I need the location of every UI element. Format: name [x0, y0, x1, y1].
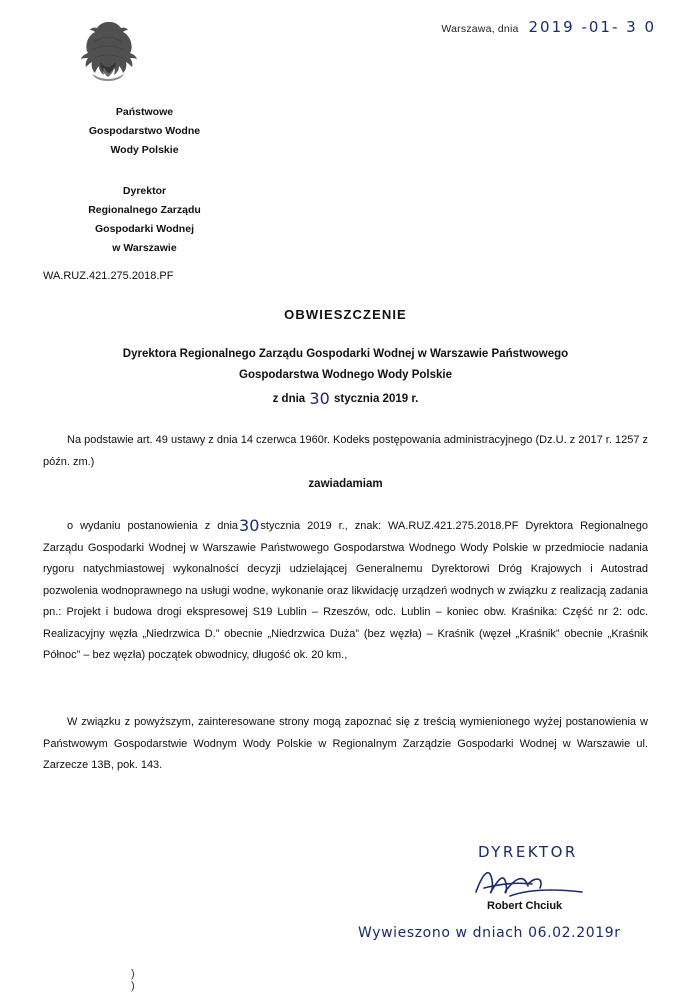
letterhead: [42, 103, 247, 258]
date-stamp-handwritten: 2019 -01- 3 0: [528, 18, 656, 36]
letterhead-line-7: w Warszawie: [112, 242, 177, 254]
bottom-mark-1: ): [131, 968, 135, 980]
date-label: Warszawa, dnia: [441, 23, 519, 35]
letterhead-organization: [42, 103, 247, 160]
signature-name: Robert Chciuk: [487, 900, 563, 912]
paragraph-notice-body: [43, 513, 648, 667]
coat-of-arms-eagle-icon: [78, 18, 138, 84]
paragraph-access-info: [43, 712, 648, 777]
subtitle-line-1: Dyrektora Regionalnego Zarządu Gospodarki Wodnej w Warszawie Państwowego: [122, 348, 569, 360]
paragraph-2-part-2: stycznia 2019 r., znak: WA.RUZ.421.275.2018.PF Dyrektora Regionalnego Zarządu Gospodarki Wodnej w Warszawie Państwowego Gospodarstwa Wodnego Wody Polskie w przedmiocie nadania rygoru natychmiastowej wykonalności decyzji udzielającej Generalnemu Dyrektorowi Dróg Krajowych i Autostrad pozwolenia wodnoprawnego na usługi wodne, wykonanie oraz likwidację urządzeń wodnych w związku z realizacją zadania pn.: Projekt i budowa drogi ekspresowej S19 Lublin – Rzeszów, odc. Lublin – koniec obw. Kraśnika: Część nr 2: odc. Realizacyjny węzła „Niedrzwica D.” obecnie „Niedrzwica Duża” (bez węzła) – Kraśnik (węzeł „Kraśnik” obecnie „Kraśnik Północ” – bez węzła) początek obwodnicy, długość ok. 20 km.,: [43, 520, 648, 661]
subtitle-date-prefix: z dnia: [272, 393, 306, 405]
letterhead-line-6: Gospodarki Wodnej: [95, 223, 194, 235]
letterhead-line-2: Gospodarstwo Wodne: [88, 125, 201, 137]
letterhead-office: [42, 182, 247, 258]
bottom-page-marks: [131, 968, 135, 992]
paragraph-3-text: W związku z powyższym, zainteresowane strony mogą zapoznać się z treścią wymienionego wyżej postanowienia w Państwowym Gospodarstwie Wodnym Wody Polskie w Regionalnym Zarządzie Gospodarki Wodnej w Warszawie ul. Zarzecze 13B, pok. 143.: [43, 716, 648, 771]
letterhead-line-1: Państwowe: [115, 106, 174, 118]
notice-keyword: zawiadamiam: [308, 478, 383, 490]
letterhead-line-4: Dyrektor: [122, 185, 167, 197]
paragraph-1-text: Na podstawie art. 49 ustawy z dnia 14 czerwca 1960r. Kodeks postępowania administracyjnego (Dz.U. z 2017 r. 1257 z późn. zm.): [43, 434, 648, 468]
reference-number: WA.RUZ.421.275.2018.PF: [43, 270, 174, 282]
paragraph-2-part-1: o wydaniu postanowienia z dnia: [67, 520, 239, 532]
subtitle-line-3: [60, 386, 631, 410]
paragraph-legal-basis: [43, 430, 648, 473]
letterhead-line-3: Wody Polskie: [110, 144, 179, 156]
paragraph-2-day-handwritten: 30: [239, 516, 260, 535]
subtitle-date-suffix: stycznia 2019 r.: [333, 393, 419, 405]
subtitle-line-2: Gospodarstwa Wodnego Wody Polskie: [239, 369, 452, 381]
letterhead-line-5: Regionalnego Zarządu: [88, 204, 201, 216]
document-subtitle: [60, 344, 631, 410]
document-title: OBWIESZCZENIE: [284, 307, 407, 322]
posting-note-handwritten: Wywieszono w dniach 06.02.2019r: [358, 925, 621, 941]
signature-role-handwritten: DYREKTOR: [478, 843, 578, 861]
bottom-mark-2: ): [131, 980, 135, 992]
subtitle-day-handwritten: 30: [309, 389, 330, 408]
header-date-line: [441, 18, 656, 36]
